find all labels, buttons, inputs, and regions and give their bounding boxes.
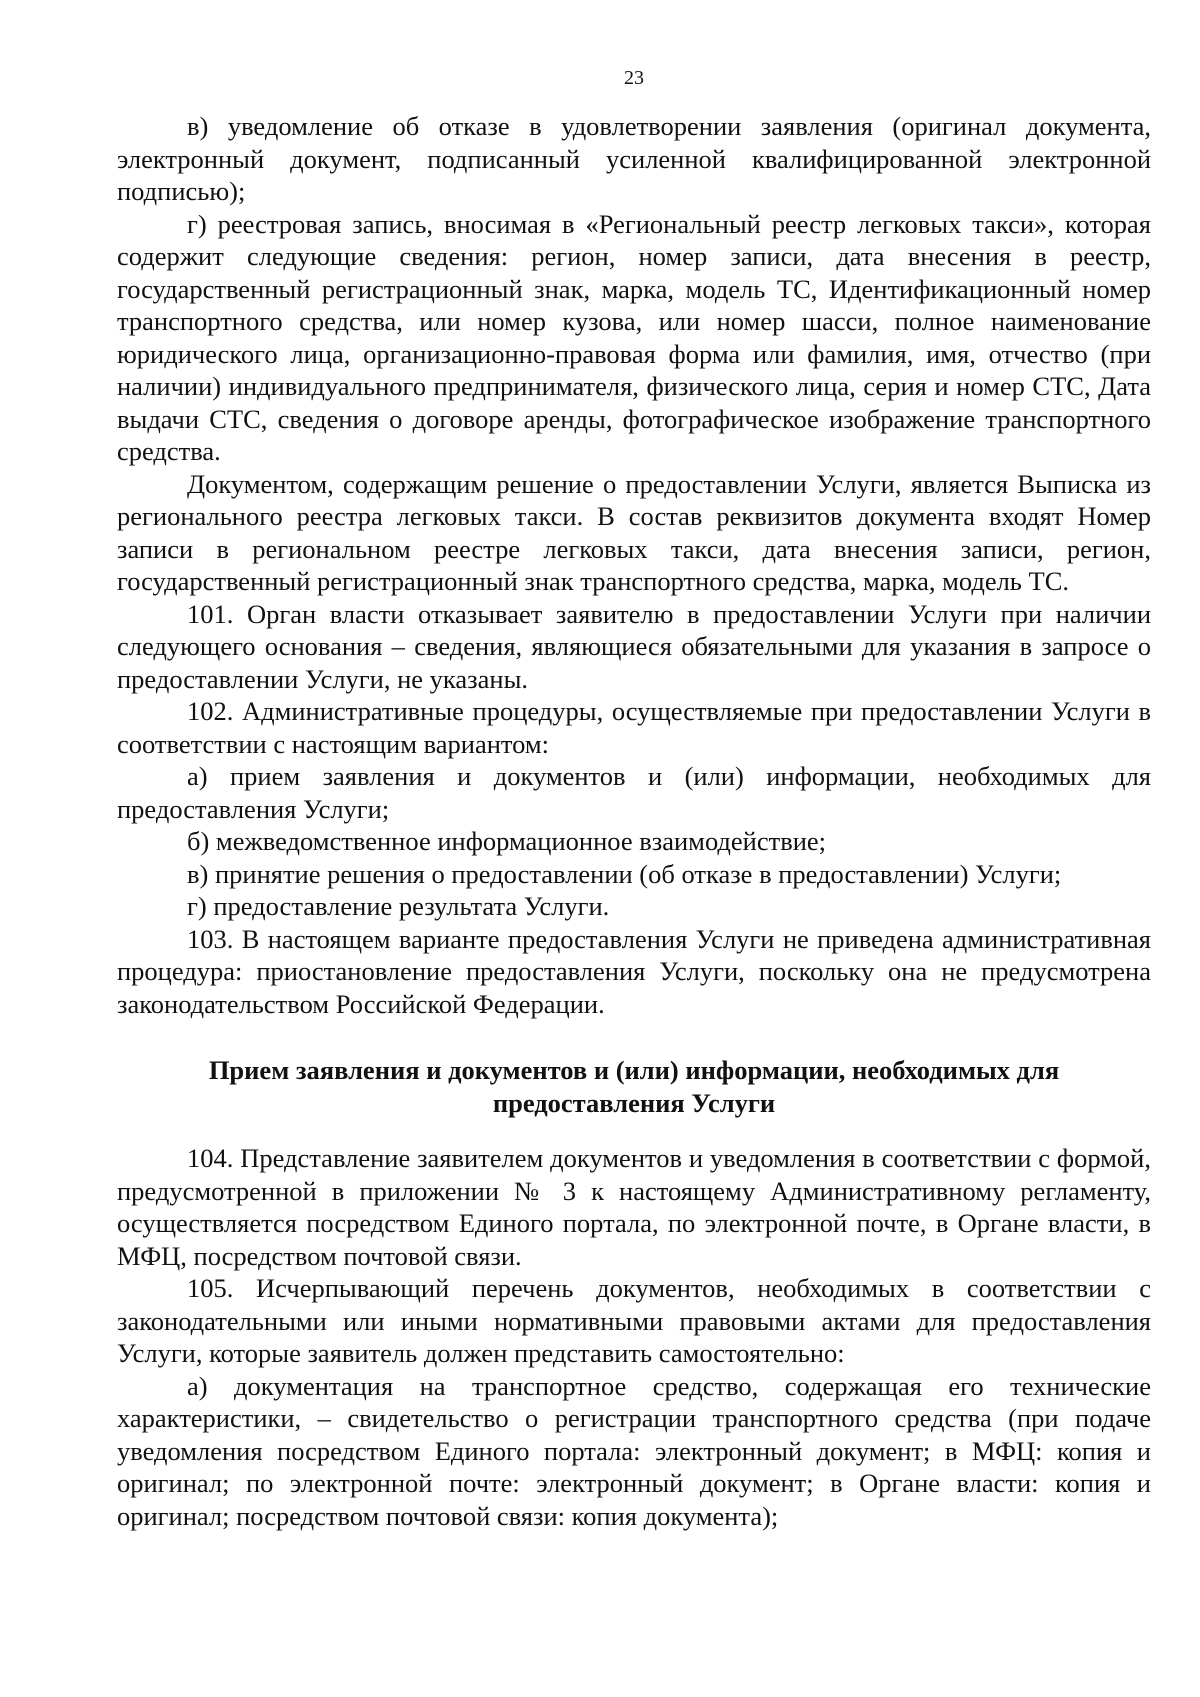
- section-heading-line-2: предоставления Услуги: [492, 1088, 776, 1118]
- paragraph-105: 105. Исчерпывающий перечень документов, необходимых в соответствии с законодательными или иными нормативными правовыми актами для предоставления Услуги, которые заявитель должен представить самостоятельно:: [117, 1273, 1151, 1368]
- section-heading: [117, 1054, 1151, 1120]
- list-item-102-v: в) принятие решения о предоставлении (об отказе в предоставлении) Услуги;: [187, 858, 1062, 889]
- paragraph-102: 102. Административные процедуры, осуществляемые при предоставлении Услуги в соответствии с настоящим вариантом:: [117, 696, 1151, 759]
- list-item-105-a: а) документация на транспортное средство, содержащая его технические характеристики, – свидетельство о регистрации транспортного средства (при подаче уведомления посредством Единого портала: электронный документ; в МФЦ: копия и оригинал; по электронной почте: электронный документ; в Органе власти: копия и оригинал; посредством почтовой связи: копия документа);: [117, 1370, 1151, 1531]
- paragraph-notice-of-refusal: в) уведомление об отказе в удовлетворении заявления (оригинал документа, электронный документ, подписанный усиленной квалифицированной электронной подписью);: [117, 111, 1151, 206]
- paragraph-101: 101. Орган власти отказывает заявителю в предоставлении Услуги при наличии следующего основания – сведения, являющиеся обязательными для указания в запросе о предоставлении Услуги, не указаны.: [117, 598, 1151, 694]
- paragraph-registry-entry: г) реестровая запись, вносимая в «Региональный реестр легковых такси», которая содержит следующие сведения: регион, номер записи, дата внесения в реестр, государственный регистрационный знак, марка, модель ТС, Идентификационный номер транспортного средства, или номер кузова, или номер шасси, полное наименование юридического лица, организационно-правовая форма или фамилия, имя, отчество (при наличии) индивидуального предпринимателя, физического лица, серия и номер СТС, Дата выдачи СТС, сведения о договоре аренды, фотографическое изображение транспортного средства.: [117, 208, 1151, 466]
- page-number: 23: [624, 67, 644, 89]
- paragraph-104: 104. Представление заявителем документов и уведомления в соответствии с формой, предусмотренной в приложении № 3 к настоящему Административному регламенту, осуществляется посредством Единого портала, по электронной почте, в Органе власти, в МФЦ, посредством почтовой связи.: [117, 1143, 1151, 1271]
- list-item-102-g: г) предоставление результата Услуги.: [187, 891, 610, 921]
- section-heading-line-1: Прием заявления и документов и (или) информации, необходимых для: [208, 1055, 1060, 1085]
- list-item-102-a: а) прием заявления и документов и (или) информации, необходимых для предоставления Услуги;: [117, 761, 1151, 824]
- paragraph-103: 103. В настоящем варианте предоставления Услуги не приведена административная процедура: приостановление предоставления Услуги, поскольку она не предусмотрена законодательством Российской Федерации.: [117, 923, 1151, 1019]
- paragraph-decision-document: Документом, содержащим решение о предоставлении Услуги, является Выписка из регионального реестра легковых такси. В состав реквизитов документа входят Номер записи в региональном реестре легковых такси, дата внесения записи, регион, государственный регистрационный знак транспортного средства, марка, модель ТС.: [117, 468, 1151, 596]
- list-item-102-b: б) межведомственное информационное взаимодействие;: [187, 826, 827, 856]
